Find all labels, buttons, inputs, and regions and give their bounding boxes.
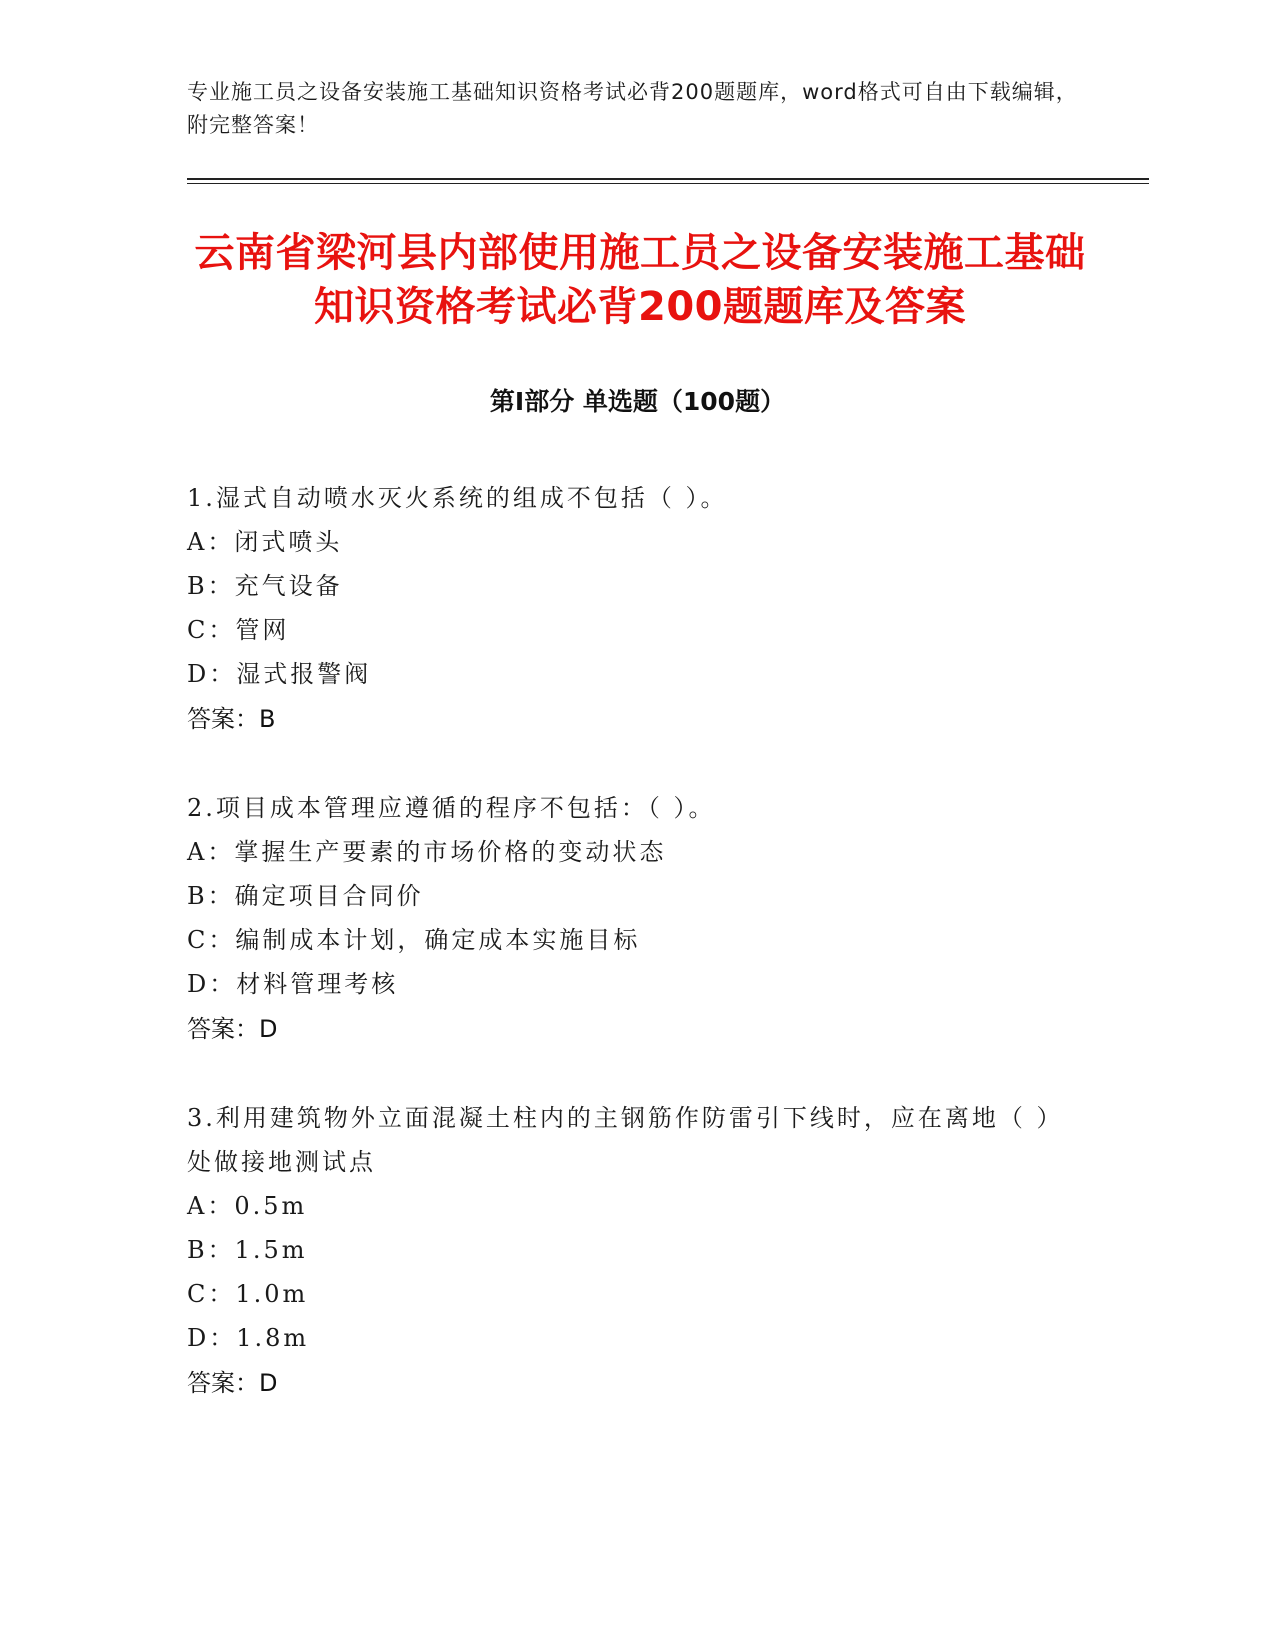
option-a: A：0.5m xyxy=(187,1192,308,1220)
answer: 答案：B xyxy=(187,705,276,733)
header-note: 专业施工员之设备安装施工基础知识资格考试必背200题题库，word格式可自由下载编辑，附完整答案！ xyxy=(187,80,1078,137)
header-divider-thick xyxy=(187,178,1149,180)
section-title: 第I部分 单选题（100题） xyxy=(489,387,786,416)
option-a: A：掌握生产要素的市场价格的变动状态 xyxy=(187,838,667,866)
question-list xyxy=(187,476,1067,1450)
option-d: D：湿式报警阀 xyxy=(187,660,372,688)
question-1 xyxy=(187,476,1067,742)
header-divider-thin xyxy=(187,183,1149,184)
question-3 xyxy=(187,1096,1067,1406)
question-stem: 1.湿式自动喷水灭火系统的组成不包括（ ）。 xyxy=(187,484,728,512)
answer: 答案：D xyxy=(187,1015,278,1043)
question-stem: 3.利用建筑物外立面混凝土柱内的主钢筋作防雷引下线时，应在离地（ ）处做接地测试点 xyxy=(187,1104,1064,1176)
option-c: C：编制成本计划，确定成本实施目标 xyxy=(187,926,641,954)
answer: 答案：D xyxy=(187,1369,278,1397)
option-c: C：1.0m xyxy=(187,1280,309,1308)
option-d: D：材料管理考核 xyxy=(187,970,399,998)
question-2 xyxy=(187,786,1067,1052)
option-a: A：闭式喷头 xyxy=(187,528,343,556)
document-title: 云南省梁河县内部使用施工员之设备安装施工基础知识资格考试必背200题题库及答案 xyxy=(194,230,1086,330)
option-d: D：1.8m xyxy=(187,1324,310,1352)
question-stem: 2.项目成本管理应遵循的程序不包括：（ ）。 xyxy=(187,794,716,822)
option-b: B：确定项目合同价 xyxy=(187,882,424,910)
option-c: C：管网 xyxy=(187,616,290,644)
option-b: B：1.5m xyxy=(187,1236,308,1264)
option-b: B：充气设备 xyxy=(187,572,343,600)
